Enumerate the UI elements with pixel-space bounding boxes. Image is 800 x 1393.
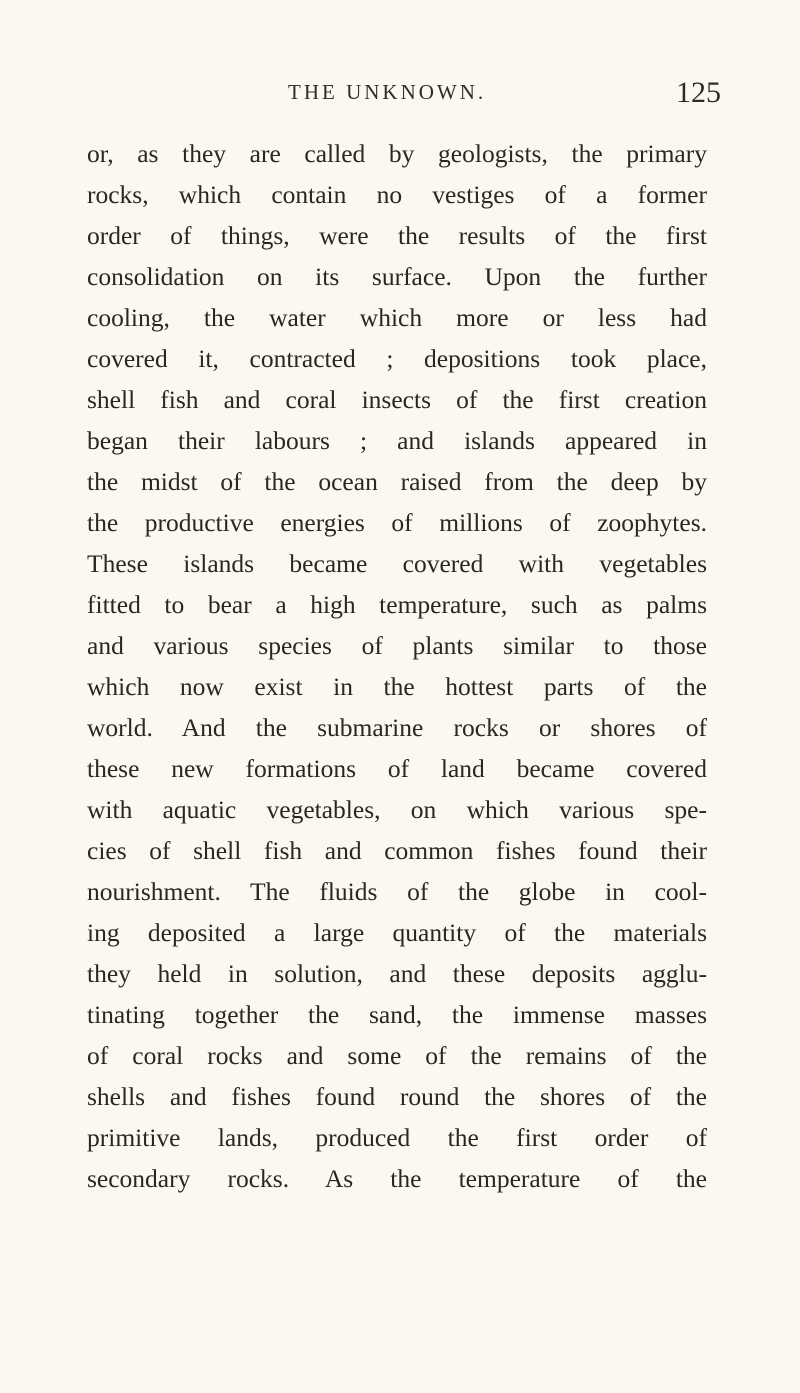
text-line: covered it, contracted ; depositions took place, [87,344,707,373]
text-line: they held in solution, and these deposits agglu- [87,959,707,988]
body-text [87,133,707,1199]
text-line: fitted to bear a high temperature, such as palms [87,590,707,619]
text-line: rocks, which contain no vestiges of a former [87,180,707,209]
text-line: primitive lands, produced the first order of [87,1123,707,1152]
text-line: cies of shell fish and common fishes found their [87,836,707,865]
text-line: order of things, were the results of the first [87,221,707,250]
text-line: of coral rocks and some of the remains of the [87,1041,707,1070]
running-title: THE UNKNOWN. [288,80,487,104]
text-line: tinating together the sand, the immense masses [87,1000,707,1029]
text-line: or, as they are called by geologists, the primary [87,139,707,168]
text-line: the productive energies of millions of zoophytes. [87,508,707,537]
page-number: 125 [676,76,721,109]
text-line: shell fish and coral insects of the first creation [87,385,707,414]
text-line: the midst of the ocean raised from the deep by [87,467,707,496]
text-line: which now exist in the hottest parts of the [87,672,707,701]
text-line: These islands became covered with vegetables [87,549,707,578]
text-line: shells and fishes found round the shores of the [87,1082,707,1111]
text-line: secondary rocks. As the temperature of the [87,1164,707,1193]
text-line: with aquatic vegetables, on which various spe- [87,795,707,824]
text-line: cooling, the water which more or less had [87,303,707,332]
text-line: consolidation on its surface. Upon the further [87,262,707,291]
text-line: and various species of plants similar to those [87,631,707,660]
text-line: these new formations of land became covered [87,754,707,783]
text-line: ing deposited a large quantity of the materials [87,918,707,947]
text-line: world. And the submarine rocks or shores of [87,713,707,742]
text-line: nourishment. The fluids of the globe in cool- [87,877,707,906]
text-line: began their labours ; and islands appeared in [87,426,707,455]
